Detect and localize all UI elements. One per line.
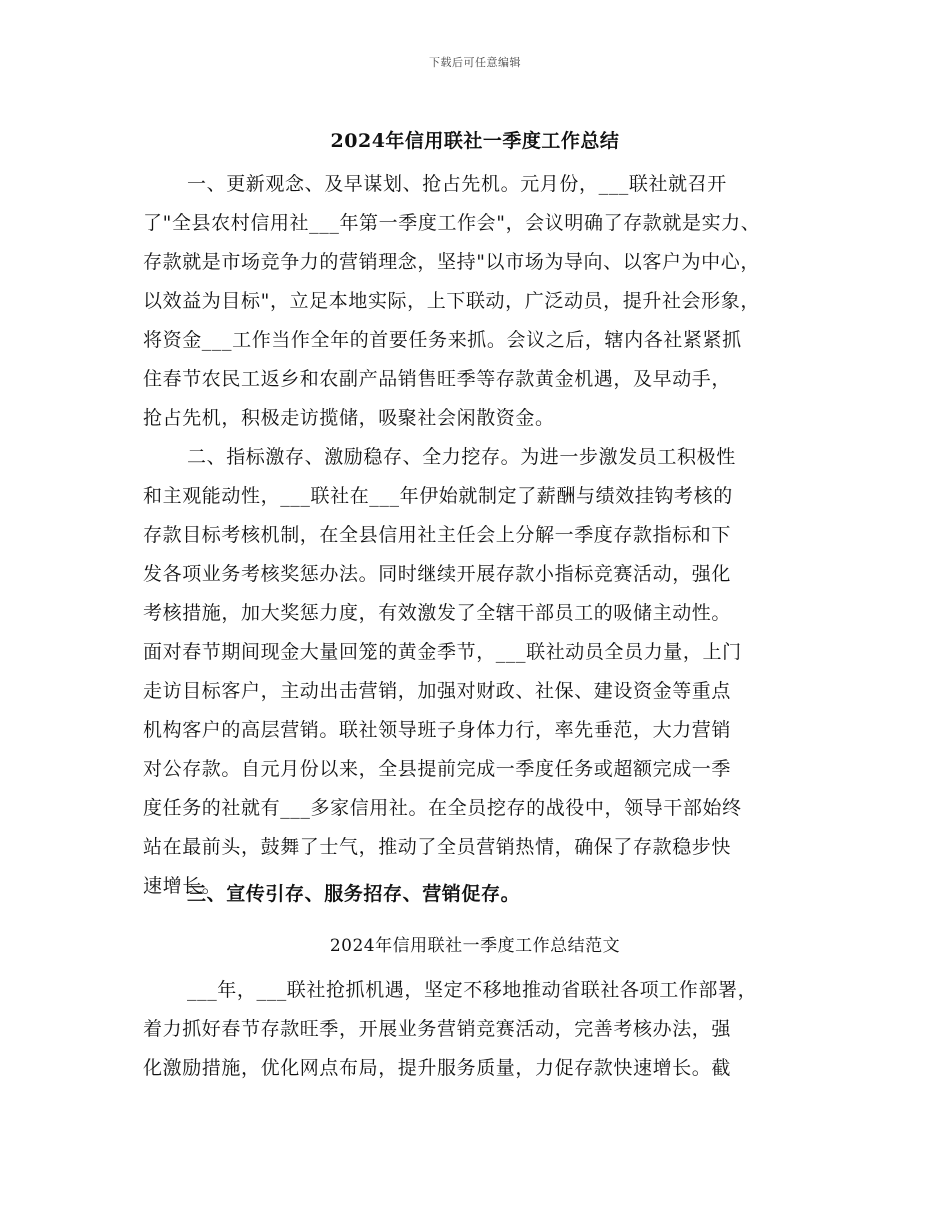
paragraph-line: 和主观能动性，___联社在___年伊始就制定了薪酬与绩效挂钩考核的 (143, 485, 733, 507)
paragraph-line: 住春节农民工返乡和农副产品销售旺季等存款黄金机遇，及早动手， (143, 368, 732, 390)
paragraph-line: 以效益为目标"，立足本地实际，上下联动，广泛动员，提升社会形象， (143, 290, 760, 312)
header-note: 下载后可任意编辑 (429, 56, 521, 69)
paragraph-line: 对公存款。自元月份以来，全县提前完成一季度任务或超额完成一季 (143, 758, 732, 780)
document-title: 2024年信用联社一季度工作总结 (330, 130, 620, 152)
paragraph-line: 化激励措施，优化网点布局，提升服务质量，力促存款快速增长。截 (143, 1057, 732, 1079)
paragraph-line: 速增长。 (143, 875, 222, 897)
paragraph-line: 存款目标考核机制，在全县信用社主任会上分解一季度存款指标和下 (143, 524, 732, 546)
paragraph-line: 将资金___工作当作全年的首要任务来抓。会议之后，辖内各社紧紧抓 (143, 329, 742, 351)
paragraph-line: ___年，___联社抢抓机遇，坚定不移地推动省联社各项工作部署， (187, 979, 758, 1001)
paragraph-line: 面对春节期间现金大量回笼的黄金季节，___联社动员全员力量，上门 (143, 641, 742, 663)
paragraph-line: 发各项业务考核奖惩办法。同时继续开展存款小指标竞赛活动，强化 (143, 563, 732, 585)
section-heading: 三、宣传引存、服务招存、营销促存。 (187, 883, 521, 905)
paragraph-line: 抢占先机，积极走访揽储，吸聚社会闲散资金。 (143, 407, 555, 429)
paragraph-line: 考核措施，加大奖惩力度，有效激发了全辖干部员工的吸储主动性。 (143, 602, 732, 624)
paragraph-line: 一、更新观念、及早谋划、抢占先机。元月份，___联社就召开 (187, 173, 727, 195)
paragraph-line: 了"全县农村信用社___年第一季度工作会"，会议明确了存款就是实力、 (143, 212, 761, 234)
paragraph-line: 存款就是市场竞争力的营销理念，坚持"以市场为导向、以客户为中心， (143, 251, 760, 273)
paragraph-line: 站在最前头，鼓舞了士气，推动了全员营销热情，确保了存款稳步快 (143, 836, 732, 858)
paragraph-line: 二、指标激存、激励稳存、全力挖存。为进一步激发员工积极性 (187, 446, 736, 468)
paragraph-line: 度任务的社就有___多家信用社。在全员挖存的战役中，领导干部始终 (143, 797, 742, 819)
paragraph-line: 机构客户的高层营销。联社领导班子身体力行，率先垂范，大力营销 (143, 719, 732, 741)
paragraph-line: 着力抓好春节存款旺季，开展业务营销竞赛活动，完善考核办法，强 (143, 1018, 732, 1040)
paragraph-line: 走访目标客户，主动出击营销，加强对财政、社保、建设资金等重点 (143, 680, 732, 702)
section-title: 2024年信用联社一季度工作总结范文 (329, 936, 621, 956)
